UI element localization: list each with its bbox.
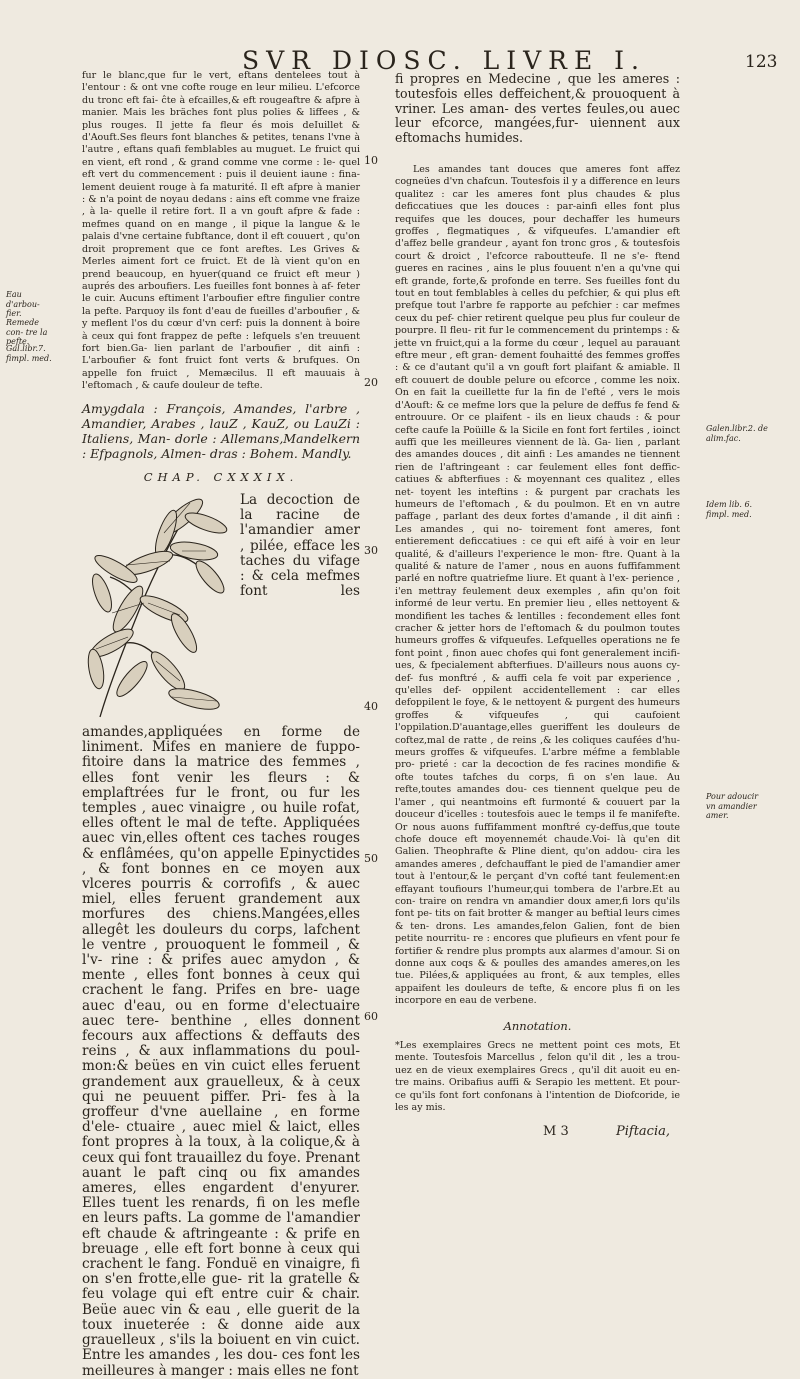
margin-note-right-1: Galen.libr.2. de alim.fac. bbox=[706, 424, 768, 443]
annotation-heading: Annotation. bbox=[503, 1018, 572, 1033]
running-title: SVR DIOSC. LIVRE I. bbox=[242, 46, 646, 75]
left-column bbox=[82, 70, 360, 1379]
margin-note-left-3: Gal.libr.7. fimpl. med. bbox=[6, 344, 52, 363]
amandes-paragraph: Les amandes tant douces que ameres font affez cogneües d'vn chafcun. Toutesfois il y a difference en leurs qualitez : car les ameres font plus chaudes & plus deficcatiues que les douces : par-ainfi elles font plus requifes que les douces, pour dechaffer les humeurs groffes , flegmatiques , & vifqueufes. L'amandier eft d'affez belle grandeur , ayant fon tronc gros , & toutesfois court & droict , l'efcorce raboutteufe. Il ne s'e- ftend gueres en racines , ains le plus fouuent n'en a qu'vne qui eft grande, forte,& profonde en terre. Ses fueilles font du tout en tout femblables à celles du pefchier, & qui plus eft prefque tout l'arbre fe rapporte au pefchier : car mefmes ceux du pef- chier retirent quelque peu plus fur couleur de pourpre. Il fleu- rit fur le commencement du printemps : & jette vn fruict,qui a la forme du cœur , lequel au parauant eftre meur , eft gran- dement fouhaitté des femmes groffes : & ce d'autant qu'il a vn gouft fort plaifant & amiable. Il eft couuert de double pelure ou efcorce , comme les noix. On en fait la cueillette fur la fin de l'efté , vers le mois d'Aouft: & ce mefme lors que la pelure de deffus fe fend & entrouure. Or ce plaifent - ils en lieux chauds : & pour cefte caufe la Poüille & la Sicile en font fort fertiles , ioinct auffi que les meilleures viennent de là. Ga- lien , parlant des amandes douces , dit ainfi : Les amandes ne tiennent rien de l'aftringeant : car feulement elles font deffic- catiues & abfterfiues : & moyennant ces qualitez , elles net- toyent les inteftins : & purgent par crachats les humeurs de l'eftomach , & du poulmon. Et en vn autre paffage , parlant des deux fortes d'amande , il dit ainfi : Les amandes , qui no- toirement font ameres, font entierement deficcatiues : ce qui eft aifé à voir en leur qualité, & d'ailleurs l'experience le mon- ftre. Quant à la qualité & nature de l'amer , nous en auons fuffifamment parlé en noftre quatriefme liure. Et quant à l'ex- perience , i'en mettray feulement deux exemples , afin qu'on foit informé de leur vertu. En premier lieu , elles nettoyent & mondifient les taches & lentilles : fecondement elles font cracher & jetter hors de l'eftomach & du poulmon toutes humeurs groffes & vifqueufes. Lefquelles operations ne fe font point , finon auec chofes qui font generalement incifi- ues, & fpecialement abfterfiues. D'ailleurs nous auons cy-def- fus monftré , & auffi cela fe voit par experience , qu'elles def- oppilent accidentellement : car elles defoppilent le foye, & le nettoyent & purgent des humeurs groffes & vifqueufes , qui caufoient l'oppilation.D'auantage,elles gueriffent les douleurs de coftez,mal de ratte , de reins ,& les coliques caufées d'hu- meurs groffes & vifqueufes. L'arbre méfme a femblable pro- prieté : car la decoction de fes racines mondifie & ofte toutes tafches du corps, fi on s'en laue. Au refte,toutes amandes dou- ces tiennent quelque peu de l'amer , qui neantmoins eft furmonté & couuert par la douceur d'icelles : toutesfois auec le temps il fe manifefte. Or nous auons fuffifamment monftré cy-deffus,que toute chofe douce eft moyennemét chaude.Voi- là qu'en dit Galien. Theophrafte & Pline dient, qu'on addou- cira les amandes ameres , defchauffant le pied de l'amandier amer tout à l'entour,& le perçant d'vn cofté tant feulement:en effayant toufiours l'humeur,qui tombera de l'arbre.Et au con- traire on rendra vn amandier doux amer,fi lors qu'ils font pe- tits on fait brotter & manger au beftial leurs cimes & ten- drons. Les amandes,felon Galien, font de bien petite nourritu- re : encores que plufieurs en vfent pour fe fortifier & rendre plus prompts aux alarmes d'amour. Si on donne aux coqs & & poulles des amandes ameres,on les tue. Pilées,& appliquées au front, & aux temples, elles appaifent les douleurs de tefte, & encore plus fi on les incorpore en eau de verbene. bbox=[395, 163, 680, 1007]
signature-mark: M 3 bbox=[543, 1124, 569, 1140]
line-number-60: 60 bbox=[364, 1010, 378, 1023]
catchword: Piftacia, bbox=[615, 1124, 670, 1140]
continuation-paragraph: fi propres en Medecine , que les ameres : toutesfois elles deffeichent,& prouoquent à vriner. Les aman- des vertes feules,ou auec leur efcorce, mangées,fur- uiennent aux eftomachs humides. bbox=[395, 71, 680, 146]
page-number: 123 bbox=[745, 52, 778, 72]
margin-note-left-1: Eau d'arbou- fier. bbox=[6, 290, 40, 318]
page-footer bbox=[395, 1126, 680, 1142]
margin-note-right-2: Idem lib. 6. fimpl. med. bbox=[706, 500, 753, 519]
line-number-50: 50 bbox=[364, 852, 378, 865]
decoction-paragraph: La decoction de la racine de l'amandier amer , pilée, efface les taches du vifage : & cela mefmes font les amandes,appliquées en forme de liniment. Mifes en maniere de fuppo- fitoire dans la matrice des femmes , elles font venir les fleurs : & emplaftrées fur le front, ou fur les temples , auec vinaigre , ou huile rofat, elles oftent le mal de tefte. Appliquées auec vin,elles oftent ces taches rouges & enflâmées, qu'on appelle Epinyctides , & font bonnes en ce moyen aux vlceres pourris & corrofifs , & auec miel, elles feruent grandement aux morfures des chiens.Mangées,elles allegêt les douleurs du corps, lafchent le ventre , prouoquent le fommeil , & l'v- rine : & prifes auec amydon , & mente , elles font bonnes à ceux qui crachent le fang. Prifes en bre- uage auec d'eau, ou en forme d'electuaire auec tere- benthine , elles donnent fecours aux affections & deffauts des reins , & aux inflammations du poul- mon:& beües en vin cuict elles feruent grandement aux grauelleux, & à ceux qui ne peuuent piffer. Pri- fes à la groffeur d'vne auellaine , en forme d'ele- ctuaire , auec miel & laict, elles font propres à la toux, à la colique,& à ceux qui font trauaillez du foye. Prenant auant le paft cinq ou fix amandes ameres, elles engardent d'enyurer. Elles tuent les renards, fi on les mefle en leurs pafts. La gomme de l'amandier eft chaude & aftringeante : & prife en breuage , elle eft fort bonne à ceux qui crachent le fang. Fonduë en vinaigre, fi on s'en frotte,elle gue- rit la gratelle & feu volage qui eft entre cuir & chair. Beüe auec vin & eau , elle guerit de la toux inueterée : & donne aide aux grauelleux , s'ils la boiuent en vin cuict. Entre les amandes , les dou- ces font les meilleures à manger : mais elles ne font bbox=[82, 491, 360, 1379]
almond-branch-woodcut bbox=[82, 493, 232, 721]
almond-names-paragraph: Amygdala : François, Amandes, l'arbre , Amandier, Arabes , lauZ , KauZ, ou LauZi : Italiens, Man- dorle : Allemans,Mandelkern : Efpagnols, Almen- dras : Bohem. Mandly. bbox=[82, 400, 360, 461]
arbousier-paragraph: fur le blanc,que fur le vert, eftans dentelees tout à l'entour : & ont vne cofte rouge en leur milieu. L'efcorce du tronc eft fai- ĉte à efcailles,& eft rougeaftre & afpre à manier. Mais les bräches font plus polies & liffees , & plus rouges. Il jette fa fleur és mois deIuillet & d'Aouft.Ses fleurs font blanches & petites, tenans l'vne à l'autre , eftans quafi femblables au muguet. Le fruict qui en vient, eft rond , & grand comme vne corme : le- quel eft vert du commencement : puis il deuient iaune : fina- lement deuient rouge à fa maturité. Il eft afpre à manier : & n'a point de noyau dedans : ains eft comme vne fraize , à la- quelle il retire fort. Il a vn gouft afpre & fade : mefmes quand on en mange , il pique la langue & le palais d'vne certaine fubftance, dont il eft couuert , qu'on droit proprement que ce font areftes. Les Grives & Merles aiment fort ce fruict. Et de là vient qu'on en prend beaucoup, en hyuer(quand ce fruict eft meur ) auprés des arboufiers. Les fueilles font bonnes à af- feter le cuir. Aucuns eftiment l'arboufier eftre fingulier contre la pefte. Parquoy ils font d'eau de fueilles d'arboufier , & y meflent l'os du cœur d'vn cerf: puis la donnent à boire à ceux qui font frappez de pefte : lefquels s'en treuuent fort bien.Ga- lien parlant de l'arboufier , dit ainfi : L'arboufier & font fruict font verts & brufques. On appelle fon fruict , Memæcilus. Il eft mauuais à l'eftomach , & caufe douleur de tefte. bbox=[82, 70, 360, 392]
annotation-paragraph: *Les exemplaires Grecs ne mettent point ces mots, Et mente. Toutesfois Marcellus , felon qu'il dit , les a trou- uez en de vieux exemplaires Grecs , qu'il dit auoit eu en- tre mains. Oribafius auffi & Serapio les mettent. Et pour- ce qu'ils font fort confonans à l'intention de Diofcoride, ie les ay mis. bbox=[395, 1040, 680, 1114]
line-number-40: 40 bbox=[364, 700, 378, 713]
line-number-10: 10 bbox=[364, 154, 378, 167]
line-number-30: 30 bbox=[364, 544, 378, 557]
right-column bbox=[395, 72, 680, 1142]
margin-note-left-2: Remede con- tre la pefte. bbox=[6, 318, 48, 346]
line-number-20: 20 bbox=[364, 376, 378, 389]
chapter-heading: CHAP. CXXXIX. bbox=[143, 469, 299, 484]
margin-note-right-3: Pour adoucir vn amandier amer. bbox=[706, 792, 759, 820]
